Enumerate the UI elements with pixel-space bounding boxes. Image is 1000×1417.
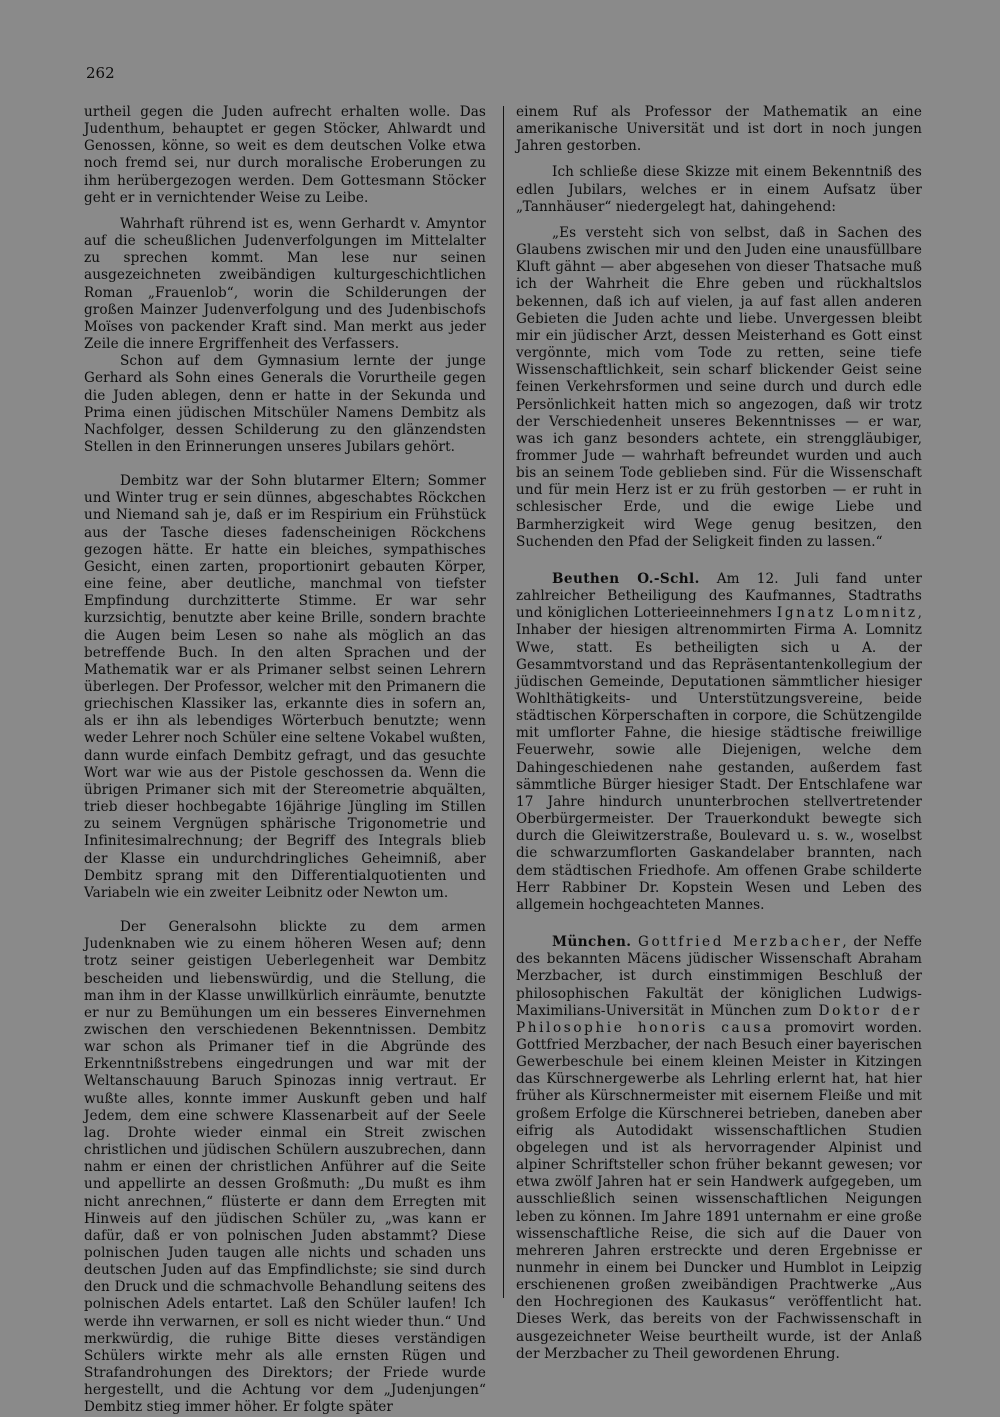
article-beuthen-text: Am 12. Juli fand unter zahlreicher Betheiligung des Kaufmannes, Stadtraths und königlichen Lotterieeinnehmers (516, 570, 922, 622)
honorary-title: Doktor der Philosophie honoris causa (516, 1002, 923, 1036)
dateline-muenchen: München. (552, 934, 632, 951)
article-muenchen-text: , der Neffe des bekannten Mäcens jüdischer Wissenschaft Abraham Merzbacher, ist durch einstimmigen Beschluß der philosophischen Fakultät der königlichen Ludwigs-Maximilians-Universität in München zum (516, 934, 922, 1019)
person-name-merzbacher: Gottfried Merzbacher (638, 934, 843, 951)
article-beuthen (516, 571, 922, 914)
page-number: 262 (86, 64, 115, 82)
person-name-lomnitz: Ignatz Lomnitz (776, 605, 918, 622)
article-muenchen (516, 934, 922, 1363)
right-column (516, 104, 922, 1363)
article-muenchen-text-2: promovirt worden. Gottfried Merzbacher, der nach Besuch einer bayerischen Gewerbeschule bei einem kleinen Meister in Kitzingen das Kürschnergewerbe als Lehrling erlernt hat, hat hier früher als Kürschnermeister mit eisernem Fleiße und mit großem Erfolge die Kürschnerei betrieben, daneben aber eifrig als Autodidakt wissenschaftlichen Studien obgelegen und ist als hervorragender Alpinist und alpiner Schriftsteller schon früher bekannt gewesen; vor etwa zwölf Jahren hat er sein Handwerk aufgegeben, um ausschließlich seinen wissenschaftlichen Neigungen leben zu können. Im Jahre 1891 unternahm er eine große wissenschaftliche Reise, die sich auf die Dauer von mehreren Jahren erstreckte und deren Ergebnisse er nunmehr in einem bei Duncker und Humblot in Leipzig erschienenen großen zweibändigen Prachtwerke „Aus den Hochregionen des Kaukasus“ veröffentlicht hat. Dieses Werk, das bereits von der Fachwissenschaft in ausgezeichneter Weise beurtheilt wurde, ist der Anlaß der Merzbacher zu Theil gewordenen Ehrung. (516, 1019, 923, 1362)
article-beuthen-text-2: , Inhaber der hiesigen altrenommirten Firma A. Lomnitz Wwe, statt. Es betheiligten sich u A. der Gesammtvorstand und das Repräsentantenkollegium der jüdischen Gemeinde, Deputationen sämmtlicher hiesiger Wohlthätigkeits- und Unterstützungsvereine, beide städtischen Körperschaften in corpore, die Schützengilde mit umflorter Fahne, die hiesige städtische freiwillige Feuerwehr, sowie alle Diejenigen, welche dem Dahingeschiedenen nahe gestanden, außerdem fast sämmtliche Bürger hiesiger Stadt. Der Entschlafene war 17 Jahre hindurch ununterbrochen stellvertretender Oberbürgermeister. Der Trauerkondukt bewegte sich durch die Gleiwitzerstraße, Boulevard u. s. w., woselbst die schwarzumflorten Gaskandelaber brannten, nach dem städtischen Friedhofe. Am offenen Grabe schilderte Herr Rabbiner Dr. Kopstein Wesen und Leben des allgemein hochgeachteten Mannes. (516, 605, 922, 913)
paragraph-continuation: einem Ruf als Professor der Mathematik an eine amerikanische Universität und ist dort in noch jungen Jahren gestorben. (516, 104, 922, 155)
left-column (84, 104, 486, 1417)
paragraph-gymnasium: Schon auf dem Gymnasium lernte der junge Gerhard als Sohn eines Generals die Vorurtheile gegen die Juden ablegen, denn er hatte in der Sekunda und Prima einen jüdischen Mitschüler Namens Dembitz als Nachfolger, dessen Schilderung zu den glänzendsten Stellen in den Erinnerungen unseres Jubilars gehört. (84, 353, 486, 455)
column-divider (503, 106, 504, 1298)
paragraph-quote: „Es versteht sich von selbst, daß in Sachen des Glaubens zwischen mir und den Juden eine unausfüllbare Kluft gähnt — aber abgesehen von dieser Thatsache muß ich der Wahrheit die Ehre geben und rückhaltslos bekennen, daß ich auf vielen, ja auf fast allen anderen Gebieten die Juden achte und liebe. Unvergessen bleibt mir ein jüdischer Arzt, dessen Meisterhand es Gott einst vergönnte, mich vom Tode zu retten, seine tiefe Wissenschaftlichkeit, sein scharf blickender Geist seine feinen Verkehrsformen und seine durch und durch edle Persönlichkeit hatten mich so angezogen, daß wir trotz der Verschiedenheit unseres Bekenntnisses — er war, was ich ganz besonders achtete, ein strenggläubiger, frommer Jude — wahrhaft befreundet wurden und auch bis an seinem Tode geblieben sind. Für die Wissenschaft und für mein Herz ist er zu früh gestorben — er ruht in schlesischer Erde, und die ewige Liebe und Barmherzigkeit wird Wege genug besitzen, den Suchenden den Pfad der Seligkeit finden zu lassen.“ (516, 224, 922, 550)
paragraph-closing-intro: Ich schließe diese Skizze mit einem Bekenntniß des edlen Jubilars, welches er in einem Aufsatz über „Tannhäuser“ niedergelegt hat, dahingehend: (516, 164, 922, 215)
dateline-beuthen: Beuthen O.-Schl. (552, 570, 700, 587)
paragraph-frauenlob: Wahrhaft rührend ist es, wenn Gerhardt v. Amyntor auf die scheußlichen Judenverfolgungen im Mittelalter zu sprechen kommt. Man lese nur seinen ausgezeichneten zweibändigen kulturgeschichtlichen Roman „Frauenlob“, worin die Schilderungen der großen Mainzer Judenverfolgung und des Judenbischofs Moïses von packender Kraft sind. Man merkt aus jeder Zeile die innere Ergriffenheit des Verfassers. (84, 215, 486, 353)
paragraph-judenthum: urtheil gegen die Juden aufrecht erhalten wolle. Das Judenthum, behauptet er gegen Stöcker, Ahlwardt und Genossen, könne, so weit es dem deutschen Volke etwa noch fremd sei, nur durch moralische Eroberungen zu ihm herübergezogen werden. Dem Gottesmann Stöcker geht er in vernichtender Weise zu Leibe. (84, 104, 486, 206)
paragraph-dembitz: Dembitz war der Sohn blutarmer Eltern; Sommer und Winter trug er sein dünnes, abgeschabtes Röckchen und Niemand sah je, daß er im Respirium ein Frühstück aus der Tasche dieses fadenscheinigen Röckchens gezogen hätte. Er hatte ein bleiches, sympathisches Gesicht, einen zarten, proportionirt gebauten Körper, eine feine, aber deutliche, manchmal von tiefster Empfindung durchzitterte Stimme. Er war sehr kurzsichtig, benutzte aber keine Brille, sondern brachte die Augen beim Lesen so nahe als möglich an das betreffende Buch. In den alten Sprachen und der Mathematik war er als Primaner selbst seinen Lehrern überlegen. Der Professor, welcher mit den Primanern die griechischen Klassiker las, erkannte dies in sofern an, als er ihn als lebendiges Wörterbuch benutzte; wenn weder Lehrer noch Schüler eine seltene Vokabel wußten, dann wurde einfach Dembitz gefragt, und das gesuchte Wort war wie aus der Pistole geschossen da. Wenn die übrigen Primaner sich mit der Stereometrie abquälten, trieb dieser hochbegabte 16jährige Jüngling im Stillen zu seinem Vergnügen sphärische Trigonometrie und Infinitesimalrechnung; der Begriff des Integrals blieb der Klasse ein undurchdringliches Geheimniß, aber Dembitz sprang mit den Differentialquotienten und Variabeln wie ein zweiter Leibnitz oder Newton um. (84, 473, 486, 901)
paragraph-generalsohn: Der Generalsohn blickte zu dem armen Judenknaben wie zu einem höheren Wesen auf; denn trotz seiner geistigen Ueberlegenheit war Dembitz bescheiden und liebenswürdig, und die Stellung, die man ihm in der Klasse unwillkürlich einräumte, benutzte er nur zu Bemühungen um ein besseres Einvernehmen zwischen den verschiedenen Bekenntnissen. Dembitz war schon als Primaner tief in die Abgründe des Erkenntnißstrebens eingedrungen und war mit der Weltanschauung Baruch Spinozas innig vertraut. Er wußte alles, konnte immer Auskunft geben und half Jedem, dem eine schwere Klassenarbeit auf der Seele lag. Drohte wieder einmal ein Streit zwischen christlichen und jüdischen Schülern auszubrechen, dann nahm er einen der christlichen Anführer auf die Seite und appellirte an dessen Großmuth: „Du mußt es ihm nicht anrechnen,“ flüsterte er dann dem Erregten mit Hinweis auf den jüdischen Schüler zu, „was kann er dafür, daß er von polnischen Juden abstammt? Diese polnischen Juden taugen alle nichts und schaden uns deutschen Juden auf das Empfindlichste; sie sind durch den Druck und die schmachvolle Behandlung seitens des polnischen Adels entartet. Laß den Schüler laufen! Ich werde ihn verwarnen, er soll es nicht wieder thun.“ Und merkwürdig, die ruhige Bitte dieses verständigen Schülers wirkte mehr als alle ernsten Rügen und Strafandrohungen des Direktors; der Friede wurde hergestellt, und die Achtung vor dem „Judenjungen“ Dembitz stieg immer höher. Er folgte später (84, 919, 486, 1416)
